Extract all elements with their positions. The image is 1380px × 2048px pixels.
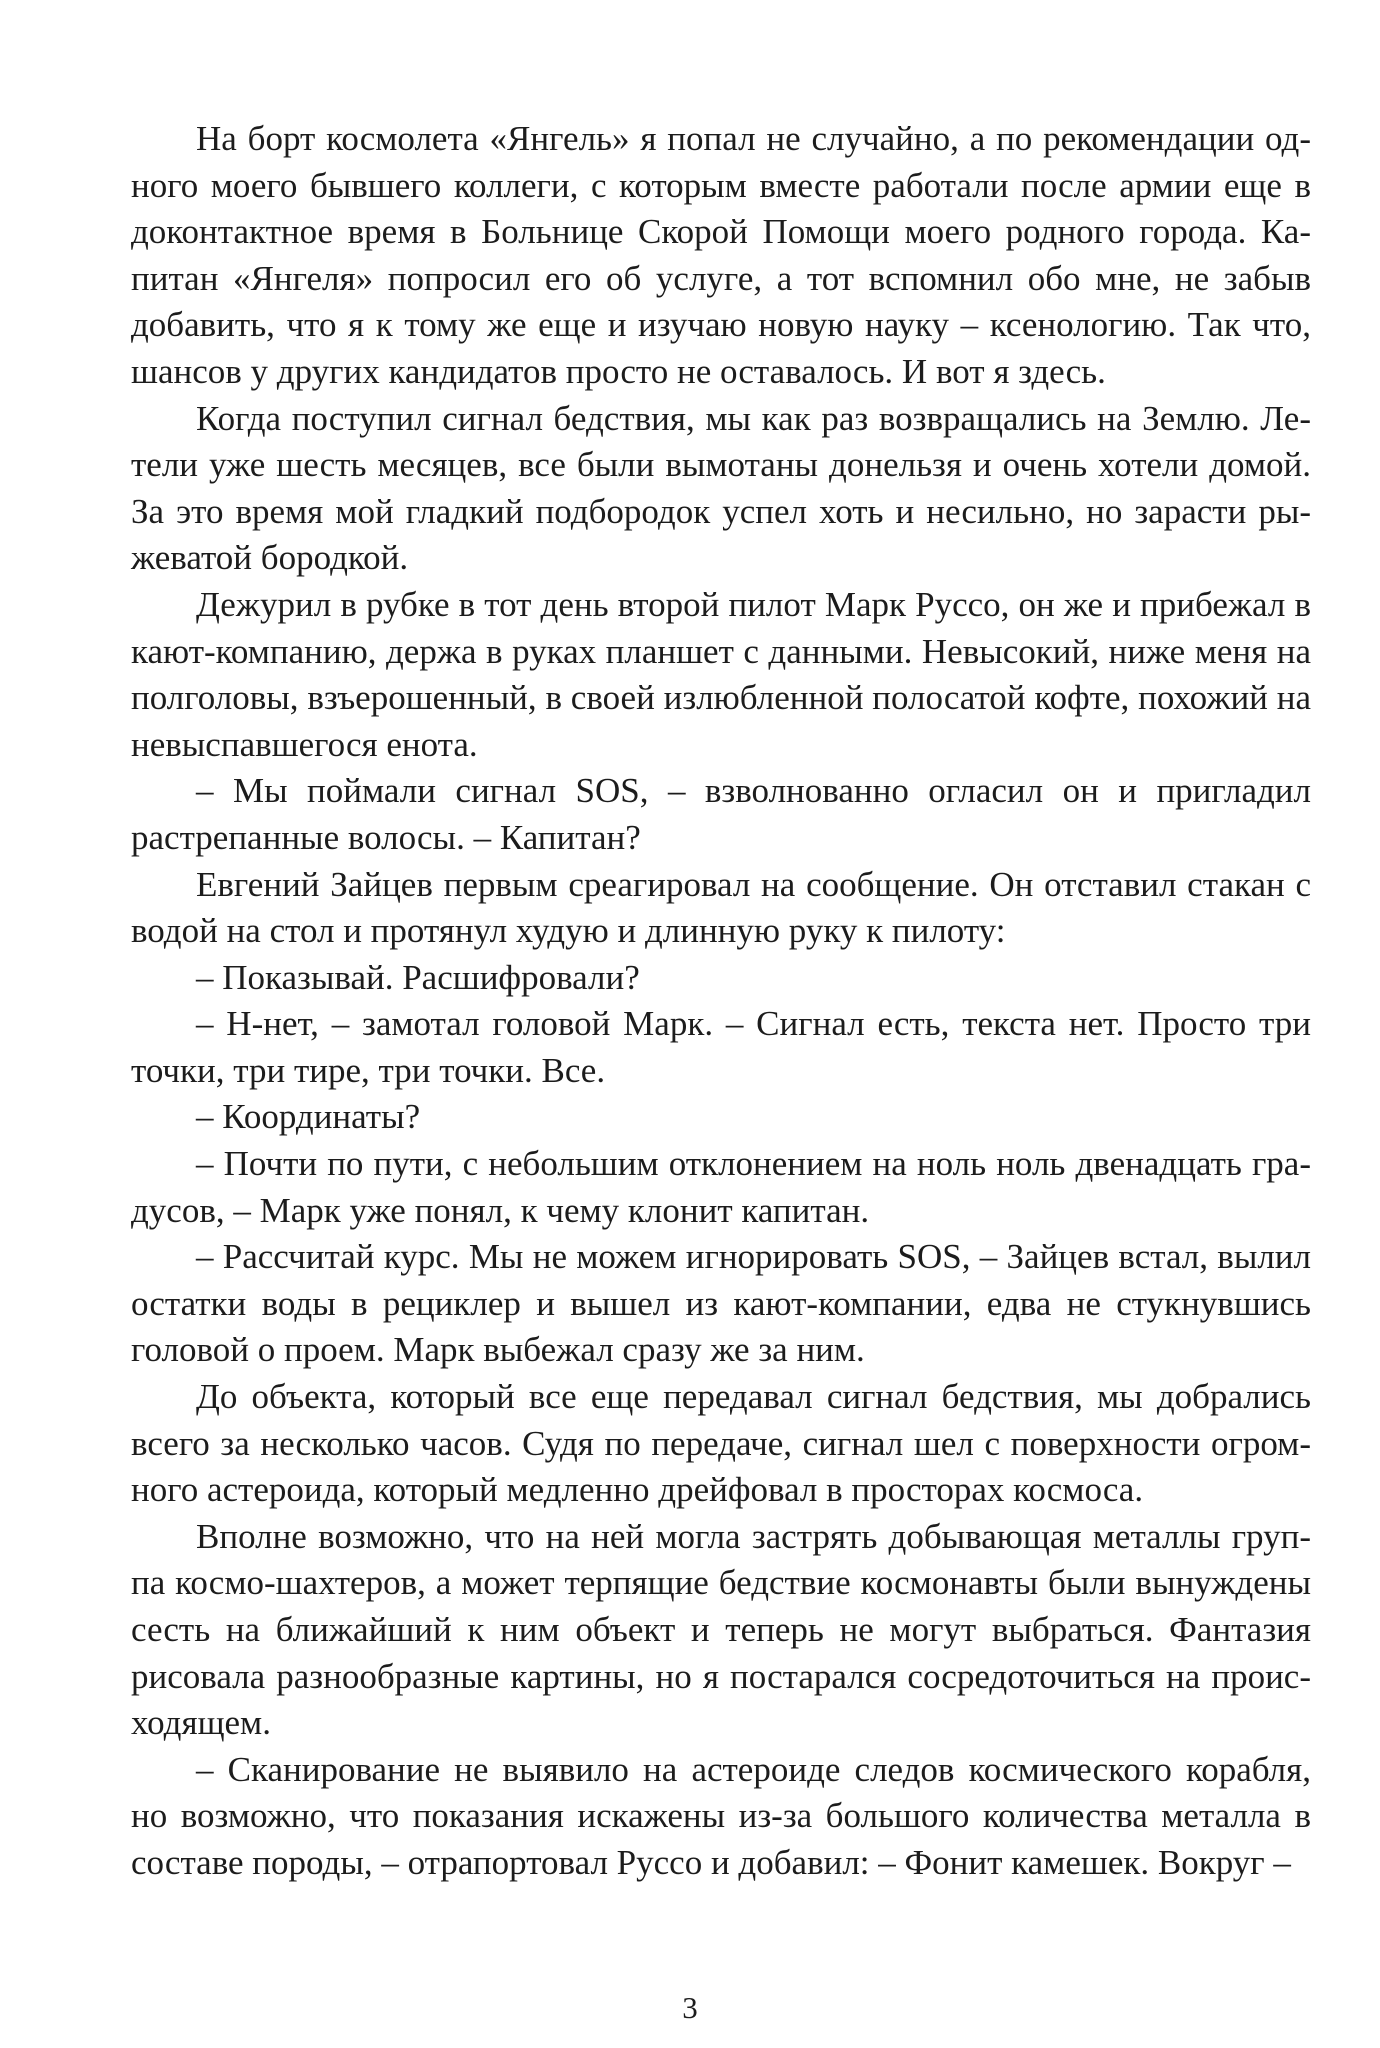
paragraph-9: – Почти по пути, с небольшим отклонением на ноль ноль двенадцать градусов, – Марк уже понял, к чему клонит капитан. [131, 1144, 1311, 1230]
paragraph-1: На борт космолета «Янгель» я попал не случайно, а по рекомендации одного моего бывшего коллеги, с которым вместе работали после армии еще в доконтактное время в Больнице Скорой Помощи моего родного города. Капитан «Янгеля» попросил его об услуге, а тот вспомнил обо мне, не забыв добавить, что я к тому же еще и изучаю новую науку – ксенологию. Так что, шансов у других кандидатов просто не оставалось. И вот я здесь. [131, 119, 1311, 391]
paragraph-2: Когда поступил сигнал бедствия, мы как раз возвращались на Землю. Летели уже шесть месяцев, все были вымотаны донельзя и очень хотели домой. За это время мой гладкий подбородок успел хоть и несильно, но зарасти рыжеватой бородкой. [131, 398, 1311, 578]
paragraph-8: – Координаты? [196, 1097, 421, 1137]
paragraph-7: – Н-нет, – замотал головой Марк. – Сигнал есть, текста нет. Просто три точки, три тире, три точки. Все. [131, 1004, 1311, 1090]
paragraph-3: Дежурил в рубке в тот день второй пилот Марк Руссо, он же и прибежал в кают-компанию, держа в руках планшет с данными. Невысокий, ниже меня на полголовы, взъерошенный, в своей излюбленной полосатой кофте, похожий на невыспавшегося енота. [131, 584, 1311, 764]
paragraph-11: До объекта, который все еще передавал сигнал бедствия, мы добрались всего за несколько часов. Судя по передаче, сигнал шел с поверхности огромного астероида, который медленно дрейфовал в просторах космоса. [131, 1377, 1311, 1510]
paragraph-6: – Показывай. Расшифровали? [196, 957, 640, 997]
paragraph-10: – Рассчитай курс. Мы не можем игнорировать SOS, – Зайцев встал, вылил остатки воды в рециклер и вышел из кают-компании, едва не стукнувшись головой о проем. Марк выбежал сразу же за ним. [131, 1237, 1311, 1370]
paragraph-13: – Сканирование не выявило на астероиде следов космического корабля, но возможно, что показания искажены из-за большого количества металла в составе породы, – отрапортовал Руссо и добавил: – Фонит камешек. Вокруг – [131, 1749, 1311, 1882]
body-text [131, 116, 1311, 1887]
page-number: 3 [682, 1990, 698, 2025]
paragraph-4: – Мы поймали сигнал SOS, – взволнованно огласил он и пригладил растрепанные волосы. – Капитан? [131, 771, 1311, 857]
paragraph-5: Евгений Зайцев первым среагировал на сообщение. Он отставил стакан с водой на стол и протянул худую и длинную руку к пилоту: [131, 864, 1311, 951]
paragraph-12: Вполне возможно, что на ней могла застрять добывающая металлы группа космо-шахтеров, а может терпящие бедствие космонавты были вынуждены сесть на ближайший к ним объект и теперь не могут выбраться. Фантазия рисовала разнообразные картины, но я постарался сосредоточиться на происходящем. [131, 1516, 1311, 1743]
